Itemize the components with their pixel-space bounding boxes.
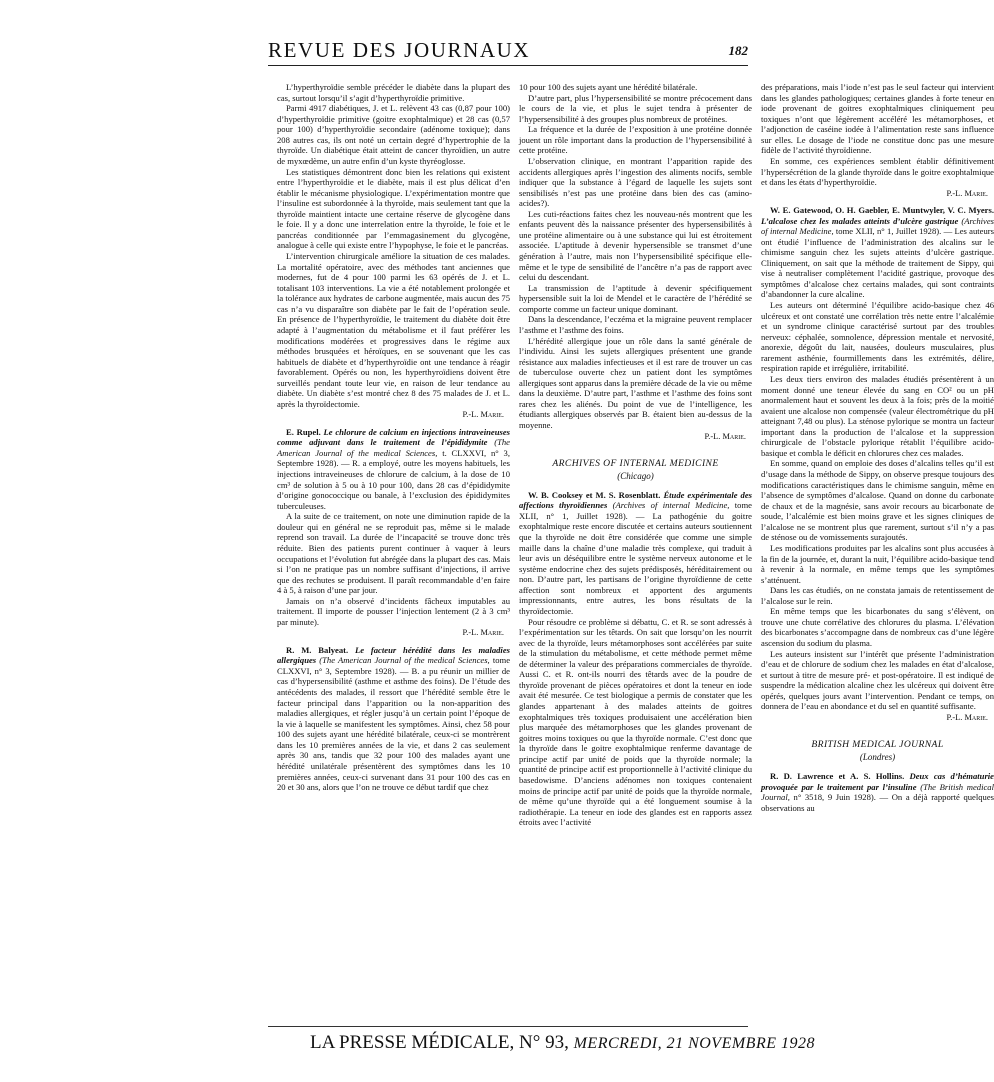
- header-rule: [268, 65, 748, 66]
- entry-author: W. E. Gatewood, O. H. Gaebler, E. Muntwyler, V. C. Myers.: [770, 204, 994, 215]
- paragraph: L’intervention chirurgicale améliore la situation de ces malades. La mortalité opératoire, avec des méthodes tant anciennes que modernes, fut de 4 pour 100 parmi les 63 opérés de J. et L. totalisant 103 interventions. La vie a été notablement prolongée et la tolérance aux hydrates de carbone augmentée, mais aucun des 75 cas n’a vu disparaître son diabète par le fait de l’opération seule. En présence de l’hyperthyroïdie, le traitement du diabète doit être adapté à l’augmentation du métabolisme et il faut préférer les modifications modérées et progressives dans le régime aux méthodes brusquées et héroïques, en se souvenant que les cas habituels de diabète et d’hyperthyroïdie ont une tendance à réagir favorablement. Opérés ou non, les hyperthyroïdiens doivent être surveillés pendant toute leur vie, en raison de leur tendance au diabète. Un diabète s’est montré chez 8 des 75 malades de J. et L. après la thyroïdectomie.: [277, 251, 510, 409]
- paragraph: Pour résoudre ce problème si débattu, C. et R. se sont adressés à l’expérimentation sur les têtards. On sait que lorsqu’on les nourrit avec de la thyroïde, leurs métamorphoses sont accélérées par suite de la stimulation du métabolisme, et cette méthode permet même de déterminer la valeur des préparations commerciales de thyroïde. Aussi C. et R. ont-ils nourri des têtards avec de la poudre de thyroïde provenant de pièces opératoires et dont la teneur en iode avait été mesurée. Ce test biologique a permis de constater que les glandes appartenant à des malades atteints de goitres exophtalmiques très toxiques produisaient une accélération bien plus marquée des métamorphoses que les glandes provenant de goitres moins toxiques ou que la thyroïde normale. C’est donc que la thyroïde dans le goitre exophtalmique renferme davantage de principe actif par unité de poids que la thyroïde normale; la quantité de principe actif est proportionnelle à l’activité clinique du basedowisme. D’anciens adénomes non toxiques contenaient moins de principe actif par unité de poids que la thyroïde normale, de même qu’une thyroïde qui a été longuement soumise à la radiothérapie. La teneur en iode des glandes est en rapports assez étroits avec l’activité: [519, 616, 752, 828]
- entry-reference: tome XLII, n° 1, Juillet 1928).: [835, 226, 942, 237]
- section-subtitle: (Chicago): [617, 470, 654, 481]
- section-title: ARCHIVES OF INTERNAL MEDICINE: [552, 457, 719, 469]
- page-header: [268, 38, 748, 72]
- entry-title: L’alcalose chez les malades atteints d’ulcère gastrique: [761, 215, 959, 226]
- paragraph: L’hérédité allergique joue un rôle dans la santé générale de l’individu. Ainsi les sujets allergiques présentent une grande résistance aux maladies infectieuses et il est rare de trouver un cas de tuberculose ouverte chez un patient dont les symptômes allergiques sont apparus dans la première décade de la vie ou même dans la deuxième. D’autre part, l’asthme et l’asthme des foins sont rares chez les aliénés. Du point de vue de l’intelligence, les étudiants allergiques observés par B. étaient bien au-dessus de la moyenne.: [519, 335, 752, 430]
- footer-rule: [268, 1026, 748, 1027]
- entry-author: W. B. Cooksey et M. S. Rosenblatt.: [528, 489, 661, 500]
- column-left: [277, 82, 510, 793]
- paragraph: A la suite de ce traitement, on note une diminution rapide de la douleur qui en général ne se reproduit pas, même si le malade reprend son travail. La durée de l’incapacité se trouve donc très réduite. Bien des patients purent continuer à vaquer à leurs occupations et l’évolution fut abrégée dans la plupart des cas. Mais si l’on ne pratique pas un nombre suffisant d’injections, il arrive que des rechutes se produisent. Il paraît recommandable d’en faire 4 à 5, à raison d’une par jour.: [277, 511, 510, 596]
- page-number: 182: [728, 43, 748, 58]
- paragraph: L’hyperthyroïdie semble précéder le diabète dans la plupart des cas, surtout lorsqu’il s’agit d’hyperthyroïdie primitive.: [277, 82, 510, 103]
- paragraph: Les auteurs insistent sur l’intérêt que présente l’administration d’eau et de chlorure de sodium chez les malades en état d’alcalose, et surtout à titre de mesure pré- et post-opératoire. Il est indiqué de suspendre la médication alcaline chez les ulcéreux qui doivent être opérés, quelques jours avant l’intervention. Pendant ce temps, on donnera de l’eau en abondance et du sel en quantité suffisante.: [761, 648, 994, 712]
- paragraph: D’autre part, plus l’hypersensibilité se montre précocement dans le cours de la vie, et plus le sujet tendra à présenter de l’hypersensibilité à des groupes plus nombreux de protéines.: [519, 92, 752, 124]
- paragraph: des préparations, mais l’iode n’est pas le seul facteur qui intervient dans les glandes pathologiques; certaines glandes à forte teneur en iode provenant de goitres exophtalmiques cliniquement peu toxiques n’ont que légèrement accéléré les métamorphoses, et l’adjonction de caséine iodée à l’alimentation reste sans influence sur elles. Le dosage de l’iode ne constitue donc pas une mesure fidèle de l’activité thyroïdienne.: [761, 82, 994, 156]
- entry-author: E. Rupel.: [286, 426, 321, 437]
- entry-reference: tome XLII, n° 1, Juillet 1928).: [519, 500, 752, 521]
- entry-journal: (Archives of internal Medicine,: [612, 500, 730, 511]
- entry-heading: [277, 427, 510, 512]
- column-right: [761, 82, 994, 813]
- paragraph: En même temps que les bicarbonates du sang s’élèvent, on trouve une chute corrélative des chlorures du plasma. L’élévation des bicarbonates s’accompagne dans de nombreux cas d’une légère ascension du sodium du plasma.: [761, 606, 994, 649]
- signature: P.-L. Marie.: [462, 410, 504, 420]
- entry-text: — B. a pu réunir un millier de cas d’hypersensibilité (asthme et asthme des foins). De l’étude des antécédents des malades, il ressort que l’hérédité semble être le facteur principal dans l’apparition ou la non-apparition des maladies allergiques, et régler jusqu’à un certain point l’époque de la vie à laquelle se manifestent les symptômes. Ainsi, chez 58 pour 100 des sujets ayant une hérédité bilatérale, ceux-ci se montrèrent dans les 10 premières années de la vie, et dans 2 cas seulement après 30 ans, tandis que 32 pour 100 des malades ayant une hérédité unilatérale présentèrent des symptômes dans les 10 premières années, ceux-ci survenant dans 31 pour 100 des cas en 20 et 30 ans, alors que l’on ne trouve ce début tardif que chez: [277, 665, 510, 793]
- entry-reference: n° 3518, 9 Juin 1928).: [793, 792, 876, 803]
- entry-text: — R. a employé, outre les moyens habituels, les injections intraveineuses de chlorure de calcium, à la dose de 10 cm³ de solution à 5 ou à 10 pour 100, dans 28 cas d’épididymite d’origine gonococcique ou banale, à l’exclusion des épididymites tuberculeuses.: [277, 458, 510, 511]
- paragraph: L’observation clinique, en montrant l’apparition rapide des accidents allergiques après l’ingestion des aliments nocifs, semble indiquer que la substance à l’égard de laquelle les sujets sont sensibilisés n’est pas une protéine dans bien des cas (amino-acides?).: [519, 155, 752, 209]
- entry-title: Le chlorure de calcium en injections intraveineuses comme adjuvant dans le traitement de l’épididymite: [277, 426, 510, 448]
- signature: P.-L. Marie.: [704, 431, 746, 441]
- paragraph: En somme, ces expériences semblent établir définitivement l’hypersécrétion de la glande thyroïde dans le goitre exophtalmique et dans les états d’hyperthyroïdie.: [761, 155, 994, 188]
- paragraph: En somme, quand on emploie des doses d’alcalins telles qu’il est d’usage dans la méthode de Sippy, on observe presque toujours des modifications caractéristiques dans le chimisme sanguin, même en l’absence de symptômes d’alcalose. Quand on donne du carbonate de chaux et de la magnésie, sans avoir recours au bicarbonate de soude, l’alcalémie est bien moins grave et les signes cliniques de l’alcalose ne se montrent plus que rarement, surtout s’il n’y a pas de sténose ou de vomissements surajoutés.: [761, 458, 994, 543]
- paragraph: Jamais on n’a observé d’incidents fâcheux imputables au traitement. Il importe de pousser l’injection lentement (2 à 3 cm³ par minute).: [277, 595, 510, 627]
- entry-title: Étude expérimentale des affections thyroïdiennes: [519, 489, 752, 511]
- entry-journal: (The American Journal of the medical Sciences,: [319, 655, 490, 666]
- column-middle: [519, 82, 752, 828]
- paragraph: Les deux tiers environ des malades étudiés présentèrent à un moment donné une teneur élevée du sang en CO² ou un pH anormalement haut et souvent les deux à la fois; près de la moitié avaient une alcalose non compensée (valeur électrométrique du pH atteignant 7,48 ou plus). La sténose pylorique se montra un facteur important dans la production de l’alcalose et la suppression chirurgicale de l’obstacle pylorique rétablit l’équilibre acido-basique et combla le déficit en chlorures chez ces malades.: [761, 373, 994, 458]
- entry-reference: tome CLXXVI, n° 3, Septembre 1928).: [277, 655, 511, 676]
- section-subtitle: (Londres): [859, 752, 896, 763]
- signature: P.-L. Marie.: [946, 712, 988, 722]
- paragraph: Parmi 4917 diabétiques, J. et L. relèvent 43 cas (0,87 pour 100) d’hyperthyroïdie primitive (goitre exophtalmique) et 28 cas (0,57 pour 100) d’hyperthyroïdie secondaire (adénome toxique); dans 208 autres cas, ils ont noté un certain degré d’hypertrophie de la thyroïde. Un diabétique était atteint de cancer thyroïdien, un autre de myxœdème, un autre enfin d’un kyste thyréoglosse.: [277, 103, 510, 166]
- paragraph: La transmission de l’aptitude à devenir spécifiquement hypersensible suit la loi de Mendel et le caractère de l’hérédité se comporte comme un facteur unique dominant.: [519, 282, 752, 314]
- paragraph: Dans les cas étudiés, on ne constata jamais de retentissement de l’alcalose sur le rein.: [761, 585, 994, 606]
- paragraph: La fréquence et la durée de l’exposition à une protéine donnée jouent un rôle important dans la production de l’hypersensibilité à cette protéine.: [519, 124, 752, 156]
- signature: P.-L. Marie.: [946, 188, 988, 198]
- entry-journal: (Archives of internal Medicine,: [761, 215, 994, 237]
- entry-author: R. D. Lawrence et A. S. Hollins.: [770, 771, 905, 782]
- section-title: BRITISH MEDICAL JOURNAL: [811, 739, 944, 751]
- entry-journal: (The British medical Journal,: [761, 781, 994, 803]
- signature: P.-L. Marie.: [462, 628, 504, 638]
- entry-text: — Les auteurs ont étudié l’influence de l’administration des alcalins sur le chimisme sanguin chez les sujets atteints d’ulcère gastrique. Cliniquement, on sait que la méthode de traitement de Sippy, qui vise à neutraliser complètement l’acidité gastrique, provoque des symptômes d’alcalose chez certains malades, qui sont contraints d’abandonner la cure alcaline.: [761, 226, 994, 300]
- paragraph: Les cuti-réactions faites chez les nouveau-nés montrent que les enfants peuvent dès la naissance présenter des hypersensibilités à une protéine alimentaire ou à une substance qui lui est étroitement associée. L’aptitude à devenir hypersensible se transmet d’une génération à l’autre, mais non l’hypersensibilité spécifique elle-même et le type de sensibilité de l’ancêtre n’a pas de rapport avec celui du descendant.: [519, 208, 752, 283]
- entry-reference: t. CLXXVI, n° 3, Septembre 1928).: [277, 447, 510, 469]
- entry-journal: (The American Journal of the medical Sciences,: [277, 437, 510, 458]
- paragraph: Les modifications produites par les alcalins sont plus accusées à la fin de la journée, et, durant la nuit, l’équilibre acido-basique tend à revenir à la normale, en même temps que les symptômes s’atténuent.: [761, 542, 994, 585]
- paragraph: Les statistiques démontrent donc bien les relations qui existent entre l’hyperthyroïdie et le diabète, mais il est plus délicat d’en établir le mécanisme physiologique. L’expérimentation montre que l’insuline est subordonnée à la thyroïde, mais seulement tant que la thyroïde maintient intacte une certaine réserve de glycogène dans le foie. Il y a donc une interrelation entre la thyroïde, le foie et le pancréas conditionnée par l’emmagasinement du glycogène, analogue à celle qui existe entre l’hypophyse, le foie et le pancréas.: [277, 166, 510, 251]
- header-title: REVUE DES JOURNAUX: [268, 38, 531, 62]
- entry-text: — On a déjà rapporté quelques observations au: [761, 792, 994, 813]
- entry-heading: [519, 490, 752, 617]
- paragraph: Dans la descendance, l’eczéma et la migraine peuvent remplacer l’asthme et l’asthme des foins.: [519, 314, 752, 335]
- entry-heading: [761, 205, 994, 300]
- footer-date: MERCREDI, 21 NOVEMBRE 1928: [573, 1035, 815, 1052]
- paragraph: 10 pour 100 des sujets ayant une hérédité bilatérale.: [519, 82, 698, 92]
- entry-text: — La pathogénie du goitre exophtalmique reste encore discutée et certains auteurs soutiennent que la thyroïde ne doit être considérée que comme une simple maille dans la chaîne d’une maladie très complexe, qui traduit à leur avis un déséquilibre entre le système nerveux autonome et le système endocrine chez des sujets prédisposés, héréditairement ou non. D’autre part, les partisans de l’origine thyroïdienne de cette affection sont nombreux et apportent des arguments impressionnants, entre autres, les bons résultats de la thyroïdectomie.: [519, 510, 752, 616]
- footer-journal: LA PRESSE MÉDICALE, N° 93,: [310, 1032, 569, 1053]
- entry-author: R. M. Balyeat.: [286, 644, 349, 655]
- entry-title: Le facteur hérédité dans les maladies allergiques: [277, 644, 510, 666]
- entry-heading: [277, 645, 510, 793]
- page-footer: [310, 1032, 815, 1054]
- paragraph: Les auteurs ont déterminé l’équilibre acido-basique chez 46 ulcéreux et ont constaté une corrélation très nette entre l’alcalémie et un syndrome clinique caractérisé surtout par des troubles nerveux: céphalée, somnolence, dépression mentale et nervosité, anorexie, dégoût du lait, nausées, douleurs musculaires, plus rarement asthénie, fourmillements dans les extrémités, délire, respiration rapide et irrégulière, irritabilité.: [761, 300, 994, 374]
- entry-heading: [761, 771, 994, 813]
- entry-title: Deux cas d’hématurie provoquée par le traitement par l’insuline: [761, 771, 994, 792]
